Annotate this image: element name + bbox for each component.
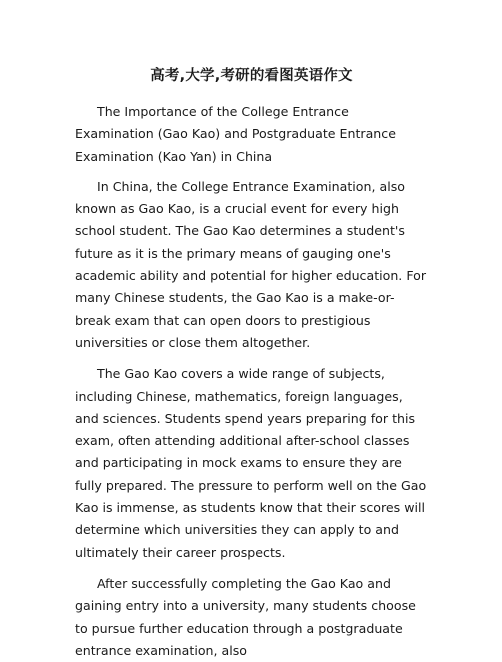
paragraph-3: After successfully completing the Gao Kao and gaining entry into a university, many students choose to pursue further education through a postgraduate entrance examination, also (75, 575, 416, 658)
document-title: 高考,大学,考研的看图英语作文 (150, 68, 353, 84)
essay-heading: The Importance of the College Entrance Examination (Gao Kao) and Postgraduate Entrance Examination (Kao Yan) in China (75, 104, 396, 164)
paragraph-1: In China, the College Entrance Examination, also known as Gao Kao, is a crucial event for every high school student. The Gao Kao determines a student's future as it is the primary means of gauging one's academic ability and potential for higher education. For many Chinese students, the Gao Kao is a make-or-break exam that can open doors to prestigious universities or close them altogether. (75, 178, 426, 350)
paragraph-2: The Gao Kao covers a wide range of subjects, including Chinese, mathematics, foreign languages, and sciences. Students spend years preparing for this exam, often attending additional after-school classes and participating in mock exams to ensure they are fully prepared. The pressure to perform well on the Gao Kao is immense, as students know that their scores will determine which universities they can apply to and ultimately their career prospects. (75, 366, 427, 560)
